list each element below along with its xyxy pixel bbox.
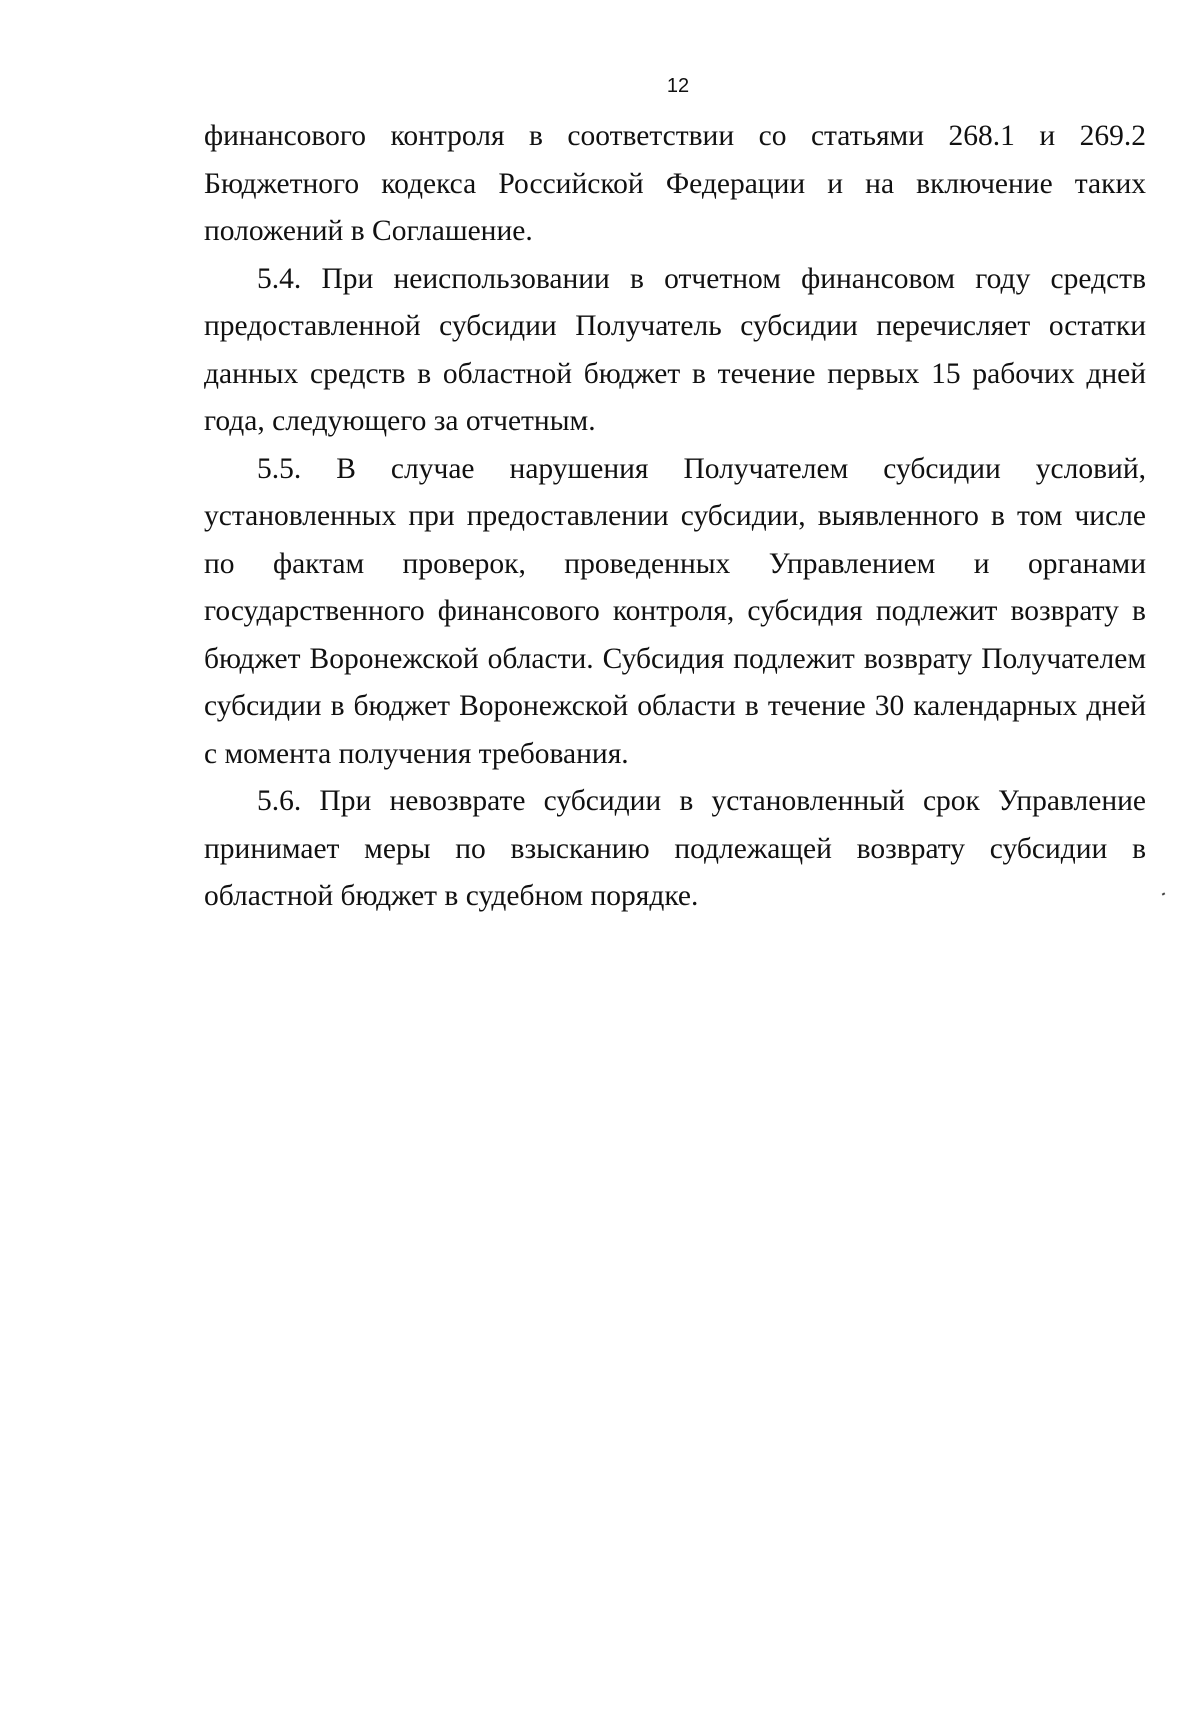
paragraph-continuation: финансового контроля в соответствии со статьями 268.1 и 269.2 Бюджетного кодекса Российской Федерации и на включение таких положений в Соглашение. bbox=[204, 120, 1146, 247]
paragraph-5-4: 5.4. При неиспользовании в отчетном финансовом году средств предоставленной субсидии Получатель субсидии перечисляет остатки данных средств в областной бюджет в течение первых 15 рабочих дней года, следующего за отчетным. bbox=[204, 262, 1146, 437]
document-body bbox=[204, 113, 1146, 921]
paragraph-5-6: 5.6. При невозврате субсидии в установленный срок Управление принимает меры по взысканию подлежащей возврату субсидии в областной бюджет в судебном порядке. bbox=[204, 785, 1146, 912]
paragraph-5-5: 5.5. В случае нарушения Получателем субсидии условий, установленных при предоставлении субсидии, выявленного в том числе по фактам проверок, проведенных Управлением и органами государственного финансового контроля, субсидия подлежит возврату в бюджет Воронежской области. Субсидия подлежит возврату Получателем субсидии в бюджет Воронежской области в течение 30 календарных дней с момента получения требования. bbox=[204, 452, 1146, 770]
scan-speck bbox=[1162, 892, 1166, 895]
page-number: 12 bbox=[666, 75, 690, 97]
